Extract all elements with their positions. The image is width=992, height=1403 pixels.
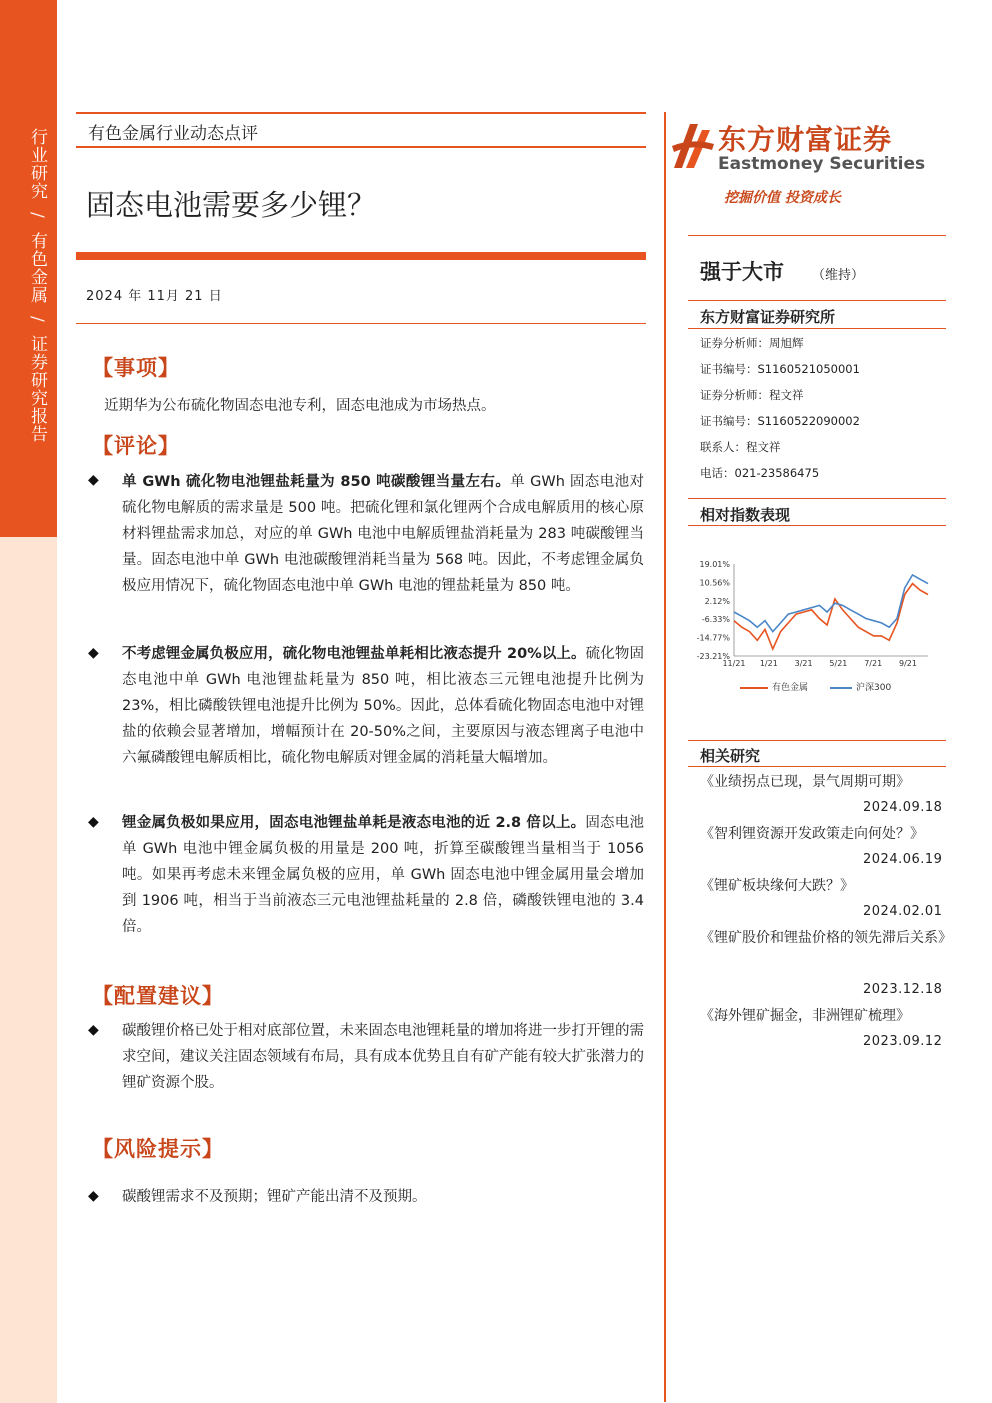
sidebar-part: 有色金属 <box>27 231 47 304</box>
right-rule <box>688 300 946 301</box>
doc-type: 有色金属行业动态点评 <box>88 124 258 144</box>
x-tick-label: 1/21 <box>759 659 778 668</box>
related-title[interactable]: 《锂矿股价和锂盐价格的领先滞后关系》 <box>700 930 952 946</box>
report-date: 2024 年 11月 21 日 <box>86 289 223 304</box>
related-title[interactable]: 《海外锂矿掘金，非洲锂矿梳理》 <box>700 1008 910 1024</box>
related-date: 2024.06.19 <box>863 852 943 867</box>
comment-bullet-2 <box>122 641 644 771</box>
bullet-icon: ◆ <box>88 472 99 488</box>
analyst-line: 证券分析师：周旭辉 <box>700 336 804 350</box>
y-tick-label: -14.77% <box>696 633 730 643</box>
risk-text: 碳酸锂需求不及预期；锂矿产能出清不及预期。 <box>122 1189 427 1205</box>
related-title[interactable]: 《锂矿板块缘何大跌？》 <box>700 878 854 894</box>
x-tick-label: 5/21 <box>829 659 848 668</box>
x-tick-label: 11/21 <box>722 659 746 668</box>
column-divider <box>664 112 666 1402</box>
related-title[interactable]: 《业绩拐点已现，景气周期可期》 <box>700 774 910 790</box>
comment-bullet-3 <box>122 810 644 940</box>
sidebar-category <box>10 128 50 443</box>
brand-slogan: 挖掘价值 投资成长 <box>724 190 841 206</box>
legend-item <box>830 680 891 693</box>
legend-swatch <box>740 687 768 689</box>
y-tick-label: -6.33% <box>701 615 730 625</box>
bullet-icon: ◆ <box>88 1188 99 1204</box>
institute-heading: 东方财富证券研究所 <box>700 308 836 326</box>
event-text: 近期华为公布硫化物固态电池专利，固态电池成为市场热点。 <box>104 398 496 414</box>
analyst-line: 证书编号：S1160521050001 <box>700 362 860 376</box>
section-heading-event: 【事项】 <box>92 356 180 380</box>
brand-logo-icon <box>668 116 716 176</box>
section-heading-risk: 【风险提示】 <box>92 1137 224 1161</box>
advice-text: 碳酸锂价格已处于相对底部位置，未来固态电池锂耗量的增加将进一步打开锂的需求空间，建议关注固态领域有布局，具有成本优势且自有矿产能有较大扩张潜力的锂矿资源个股。 <box>122 1023 644 1091</box>
legend-label: 有色金属 <box>772 683 809 693</box>
legend-item <box>740 680 808 693</box>
chart-heading: 相对指数表现 <box>700 506 791 524</box>
bullet-icon: ◆ <box>88 814 99 830</box>
sidebar-separator: / <box>27 212 47 220</box>
analyst-line: 证券分析师：程文祥 <box>700 388 804 402</box>
bullet-body: 单 GWh 固态电池对硫化物电解质的需求量是 500 吨。把硫化锂和氯化锂两个合成电解质用的核心原材料锂盐需求加总，对应的单 GWh 电池中电解质锂盐消耗量为 283 吨碳酸锂当量。固态电池中单 GWh 电池碳酸锂消耗当量为 568 吨。因此，不考虑锂金属负极应用情况下，硫化物固态电池中单 GWh 电池的锂盐耗量为 850 吨。 <box>122 474 644 594</box>
legend-label: 沪深300 <box>856 683 892 693</box>
related-heading: 相关研究 <box>700 747 761 765</box>
rating-label: 强于大市 <box>700 260 784 284</box>
brand-name-en: Eastmoney Securities <box>718 154 926 174</box>
analyst-line: 证书编号：S1160522090002 <box>700 414 860 428</box>
series-line <box>734 575 928 632</box>
x-tick-label: 9/21 <box>899 659 917 668</box>
y-tick-label: 19.01% <box>699 560 730 569</box>
series-line <box>734 584 928 649</box>
legend-swatch <box>830 687 852 689</box>
right-rule <box>688 740 946 741</box>
x-tick-label: 7/21 <box>864 659 883 668</box>
x-tick-label: 3/21 <box>794 659 813 668</box>
right-rule <box>688 525 946 526</box>
bullet-body: 硫化物固态电池中单 GWh 电池锂盐耗量为 850 吨，相比液态三元锂电池提升比例为 23%，相比磷酸铁锂电池提升比例为 50%。因此，总体看硫化物固态电池中对锂盐的依赖会显著增加，增幅预计在 20-50%之间，主要原因与液态锂离子电池中六氟磷酸锂电解质相比，硫化物电解质对锂金属的消耗量大幅增加。 <box>122 646 645 766</box>
bullet-lead: 锂金属负极如果应用，固态电池锂盐单耗是液态电池的近 2.8 倍以上。 <box>122 815 586 831</box>
bullet-body: 固态电池单 GWh 电池中锂金属负极的用量是 200 吨，折算至碳酸锂当量相当于 1056 吨。如果再考虑未来锂金属负极的应用，单 GWh 固态电池中锂金属用量会增加到 1906 吨，相当于当前液态三元电池锂盐耗量的 2.8 倍，磷酸铁锂电池的 3.4 倍。 <box>122 815 645 935</box>
rating-note: （维持） <box>812 268 865 283</box>
bullet-icon: ◆ <box>88 645 99 661</box>
page-title: 固态电池需要多少锂？ <box>86 188 377 222</box>
right-rule <box>688 766 946 767</box>
doc-type-rule <box>76 146 646 148</box>
analyst-line: 电话：021-23586475 <box>700 466 820 480</box>
related-title[interactable]: 《智利锂资源开发政策走向何处？》 <box>700 826 924 842</box>
y-tick-label: -23.21% <box>696 652 730 661</box>
top-rule <box>76 112 646 114</box>
title-bar <box>76 252 646 260</box>
bullet-lead: 单 GWh 硫化物电池锂盐耗量为 850 吨碳酸锂当量左右。 <box>122 474 511 490</box>
y-tick-label: 10.56% <box>699 578 730 588</box>
comment-bullet-1 <box>122 469 644 599</box>
right-rule <box>688 498 946 499</box>
related-date: 2024.02.01 <box>863 904 943 919</box>
relative-index-chart <box>690 540 940 700</box>
date-rule <box>76 323 646 324</box>
related-date: 2024.09.18 <box>863 800 943 815</box>
right-rule <box>688 328 946 329</box>
brand-name-cn: 东方财富证券 <box>718 123 893 156</box>
right-rule <box>688 235 946 236</box>
bullet-icon: ◆ <box>88 1022 99 1038</box>
section-heading-comment: 【评论】 <box>92 434 180 458</box>
sidebar-separator: / <box>27 315 47 323</box>
y-tick-label: 2.12% <box>704 596 730 606</box>
related-date: 2023.12.18 <box>863 982 943 997</box>
bullet-lead: 不考虑锂金属负极应用，硫化物电池锂盐单耗相比液态提升 20%以上。 <box>122 646 586 662</box>
section-heading-advice: 【配置建议】 <box>92 984 224 1008</box>
sidebar-part: 行业研究 <box>27 128 47 200</box>
analyst-line: 联系人：程文祥 <box>700 440 781 454</box>
sidebar-part: 证券研究报告 <box>27 335 47 444</box>
related-date: 2023.09.12 <box>863 1034 943 1049</box>
